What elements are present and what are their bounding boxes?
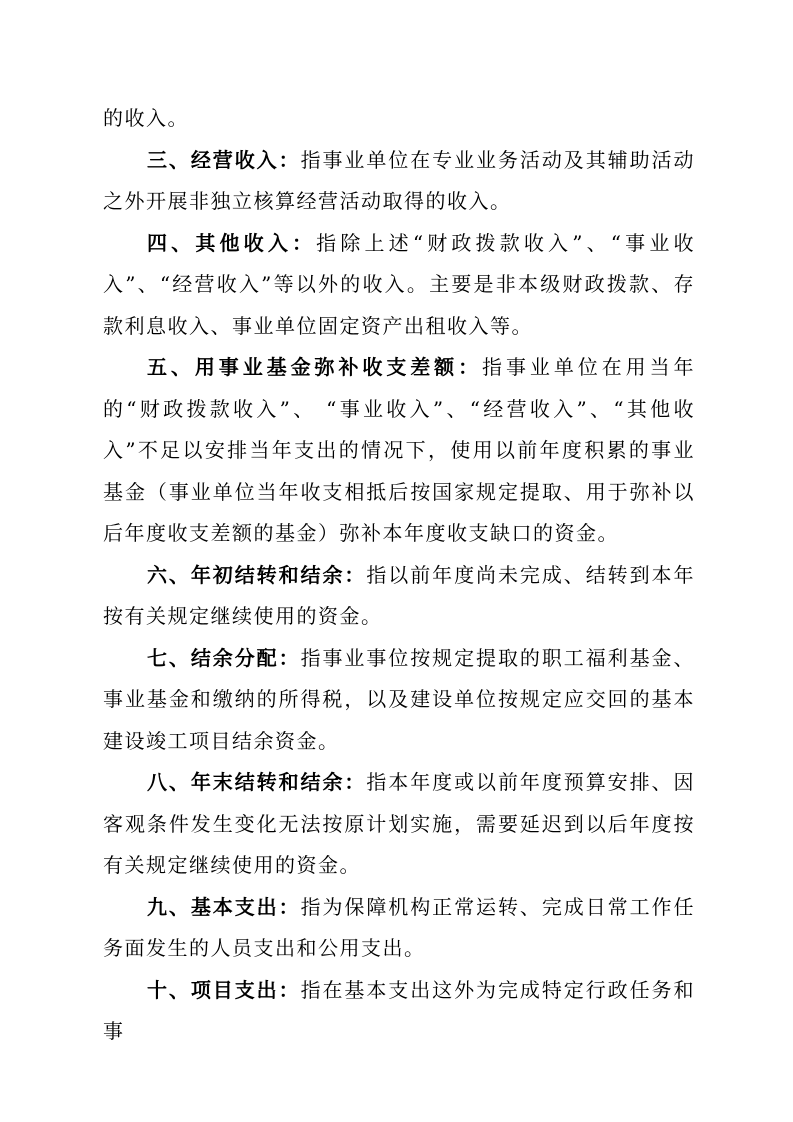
paragraph-project-expenditure	[103, 970, 695, 1053]
paragraph-continuation	[103, 98, 695, 140]
paragraph-text: 指除上述“财政拨款收入”、“事业收入”、“经营收入”等以外的收入。主要是非本级财政拨款、存款利息收入、事业单位固定资产出租收入等。	[103, 230, 695, 338]
paragraph-opening-balance	[103, 555, 695, 638]
paragraph-text: 的收入。	[103, 106, 189, 130]
paragraph-other-income	[103, 223, 695, 348]
paragraph-text: 指在基本支出这外为完成特定行政任务和事	[103, 977, 695, 1043]
paragraph-text: 指以前年度尚未完成、结转到本年按有关规定继续使用的资金。	[103, 562, 695, 628]
term-heading: 四、其他收入：	[147, 230, 317, 255]
document-body	[103, 98, 695, 1053]
paragraph-text: 指事业事位按规定提取的职工福利基金、事业基金和缴纳的所得税，以及建设单位按规定应交回的基本建设竣工项目结余资金。	[103, 645, 695, 753]
term-heading: 六、年初结转和结余：	[147, 562, 367, 587]
paragraph-text: 指事业单位在专业业务活动及其辅助活动之外开展非独立核算经营活动取得的收入。	[103, 147, 695, 213]
term-heading: 八、年末结转和结余：	[147, 770, 367, 794]
paragraph-operating-income	[103, 140, 695, 223]
term-heading: 三、经营收入：	[147, 147, 301, 172]
term-heading: 十、项目支出：	[147, 977, 301, 1002]
paragraph-closing-balance	[103, 762, 695, 887]
term-heading: 九、基本支出：	[147, 894, 301, 919]
paragraph-surplus-distribution	[103, 638, 695, 763]
paragraph-fund-supplement	[103, 347, 695, 555]
term-heading: 五、用事业基金弥补收支差额：	[147, 355, 483, 379]
term-heading: 七、结余分配：	[147, 645, 301, 670]
paragraph-text: 指为保障机构正常运转、完成日常工作任务面发生的人员支出和公用支出。	[103, 894, 695, 960]
paragraph-text: 指本年度或以前年度预算安排、因客观条件发生变化无法按原计划实施，需要延迟到以后年度按有关规定继续使用的资金。	[103, 770, 695, 877]
paragraph-text: 指事业单位在用当年的“财政拨款收入”、 “事业收入”、“经营收入”、“其他收入”不足以安排当年支出的情况下，使用以前年度积累的事业基金（事业单位当年收支相抵后按国家规定提取、用于弥补以后年度收支差额的基金）弥补本年度收支缺口的资金。	[103, 355, 696, 545]
paragraph-basic-expenditure	[103, 887, 695, 970]
